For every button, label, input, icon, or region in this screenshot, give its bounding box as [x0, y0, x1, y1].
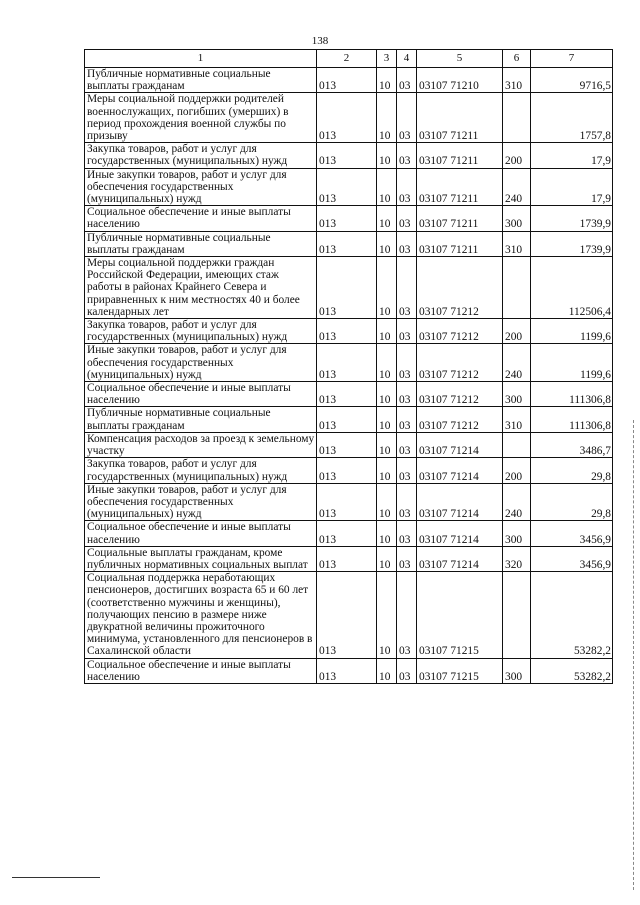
- table-row: [85, 344, 613, 382]
- row-col-4: 03: [397, 572, 417, 658]
- table-row: [85, 93, 613, 143]
- table-row: [85, 382, 613, 407]
- row-col-7: 17,9: [531, 143, 613, 168]
- row-col-4: 03: [397, 68, 417, 93]
- row-col-6: 300: [503, 382, 531, 407]
- row-col-3: 10: [377, 143, 397, 168]
- table-row: [85, 458, 613, 483]
- row-col-5: 03107 71212: [417, 382, 503, 407]
- row-col-5: 03107 71215: [417, 658, 503, 683]
- table-row: [85, 483, 613, 521]
- row-col-3: 10: [377, 407, 397, 432]
- row-col-7: 1739,9: [531, 231, 613, 256]
- budget-table: [84, 49, 613, 684]
- row-col-5: 03107 71211: [417, 143, 503, 168]
- row-col-3: 10: [377, 432, 397, 457]
- row-col-5: 03107 71211: [417, 231, 503, 256]
- row-name: Компенсация расходов за проезд к земельному участку: [85, 432, 317, 457]
- row-col-4: 03: [397, 546, 417, 571]
- row-col-2: 013: [317, 407, 377, 432]
- row-col-6: 310: [503, 407, 531, 432]
- table-row: [85, 206, 613, 231]
- row-col-6: 240: [503, 483, 531, 521]
- row-col-2: 013: [317, 93, 377, 143]
- row-col-5: 03107 71214: [417, 546, 503, 571]
- row-col-3: 10: [377, 458, 397, 483]
- row-col-3: 10: [377, 206, 397, 231]
- row-col-2: 013: [317, 458, 377, 483]
- row-col-7: 29,8: [531, 458, 613, 483]
- row-col-5: 03107 71211: [417, 206, 503, 231]
- row-name: Социальное обеспечение и иные выплаты населению: [85, 206, 317, 231]
- row-col-5: 03107 71210: [417, 68, 503, 93]
- row-col-2: 013: [317, 231, 377, 256]
- row-col-6: 200: [503, 319, 531, 344]
- table-row: [85, 143, 613, 168]
- row-col-2: 013: [317, 168, 377, 206]
- row-col-4: 03: [397, 382, 417, 407]
- table-row: [85, 658, 613, 683]
- row-col-7: 1739,9: [531, 206, 613, 231]
- row-col-2: 013: [317, 382, 377, 407]
- row-col-2: 013: [317, 658, 377, 683]
- row-col-4: 03: [397, 344, 417, 382]
- row-col-4: 03: [397, 458, 417, 483]
- table-row: [85, 572, 613, 658]
- header-col-6: 6: [503, 50, 531, 68]
- row-name: Меры социальной поддержки родителей военнослужащих, погибших (умерших) в период прохождения военной службы по призыву: [85, 93, 317, 143]
- row-name: Иные закупки товаров, работ и услуг для обеспечения государственных (муниципальных) нужд: [85, 344, 317, 382]
- row-col-6: 310: [503, 68, 531, 93]
- row-col-5: 03107 71214: [417, 483, 503, 521]
- row-name: Социальная поддержка неработающих пенсионеров, достигших возраста 65 и 60 лет (соответственно мужчины и женщины), получающих пенсию в размере ниже двукратной величины прожиточного минимума, установленного для пенсионеров в Сахалинской области: [85, 572, 317, 658]
- row-col-7: 3486,7: [531, 432, 613, 457]
- row-col-3: 10: [377, 344, 397, 382]
- header-col-5: 5: [417, 50, 503, 68]
- row-col-6: [503, 93, 531, 143]
- row-col-5: 03107 71214: [417, 432, 503, 457]
- row-col-2: 013: [317, 546, 377, 571]
- row-col-6: 200: [503, 458, 531, 483]
- row-col-7: 3456,9: [531, 521, 613, 546]
- table-row: [85, 168, 613, 206]
- row-col-3: 10: [377, 546, 397, 571]
- row-col-6: 200: [503, 143, 531, 168]
- row-name: Меры социальной поддержки граждан Российской Федерации, имеющих стаж работы в районах Крайнего Севера и приравненных к ним местностях 40 и более календарных лет: [85, 257, 317, 319]
- row-col-2: 013: [317, 206, 377, 231]
- row-col-4: 03: [397, 432, 417, 457]
- table-row: [85, 546, 613, 571]
- row-col-2: 013: [317, 521, 377, 546]
- row-col-3: 10: [377, 572, 397, 658]
- row-col-3: 10: [377, 382, 397, 407]
- header-col-7: 7: [531, 50, 613, 68]
- header-row: [85, 50, 613, 68]
- row-col-4: 03: [397, 658, 417, 683]
- row-col-7: 53282,2: [531, 658, 613, 683]
- row-col-4: 03: [397, 521, 417, 546]
- row-col-2: 013: [317, 68, 377, 93]
- row-name: Социальные выплаты гражданам, кроме публичных нормативных социальных выплат: [85, 546, 317, 571]
- row-col-5: 03107 71212: [417, 407, 503, 432]
- row-col-3: 10: [377, 168, 397, 206]
- row-col-5: 03107 71212: [417, 319, 503, 344]
- table-row: [85, 407, 613, 432]
- row-col-2: 013: [317, 319, 377, 344]
- row-name: Закупка товаров, работ и услуг для государственных (муниципальных) нужд: [85, 319, 317, 344]
- row-col-5: 03107 71212: [417, 257, 503, 319]
- row-col-6: [503, 432, 531, 457]
- row-col-6: [503, 572, 531, 658]
- row-col-4: 03: [397, 93, 417, 143]
- page-number: 138: [311, 35, 329, 47]
- header-col-2: 2: [317, 50, 377, 68]
- row-col-3: 10: [377, 483, 397, 521]
- row-col-2: 013: [317, 432, 377, 457]
- row-name: Иные закупки товаров, работ и услуг для обеспечения государственных (муниципальных) нужд: [85, 168, 317, 206]
- row-col-7: 112506,4: [531, 257, 613, 319]
- table-row: [85, 257, 613, 319]
- row-col-3: 10: [377, 231, 397, 256]
- row-col-5: 03107 71215: [417, 572, 503, 658]
- row-col-3: 10: [377, 319, 397, 344]
- row-name: Публичные нормативные социальные выплаты гражданам: [85, 231, 317, 256]
- row-col-6: 300: [503, 521, 531, 546]
- row-col-7: 111306,8: [531, 382, 613, 407]
- row-col-5: 03107 71214: [417, 458, 503, 483]
- row-col-6: 310: [503, 231, 531, 256]
- row-col-3: 10: [377, 521, 397, 546]
- row-col-6: [503, 257, 531, 319]
- row-col-3: 10: [377, 68, 397, 93]
- table-row: [85, 319, 613, 344]
- row-col-2: 013: [317, 572, 377, 658]
- row-col-4: 03: [397, 407, 417, 432]
- row-col-6: 320: [503, 546, 531, 571]
- row-col-7: 17,9: [531, 168, 613, 206]
- row-col-4: 03: [397, 319, 417, 344]
- row-col-7: 9716,5: [531, 68, 613, 93]
- row-col-2: 013: [317, 344, 377, 382]
- table-row: [85, 432, 613, 457]
- row-col-4: 03: [397, 231, 417, 256]
- row-col-5: 03107 71211: [417, 168, 503, 206]
- row-col-2: 013: [317, 143, 377, 168]
- row-col-7: 1757,8: [531, 93, 613, 143]
- row-name: Социальное обеспечение и иные выплаты населению: [85, 658, 317, 683]
- row-col-5: 03107 71211: [417, 93, 503, 143]
- row-col-6: 300: [503, 658, 531, 683]
- header-col-3: 3: [377, 50, 397, 68]
- row-name: Социальное обеспечение и иные выплаты населению: [85, 382, 317, 407]
- row-col-7: 53282,2: [531, 572, 613, 658]
- row-col-7: 111306,8: [531, 407, 613, 432]
- row-name: Публичные нормативные социальные выплаты гражданам: [85, 68, 317, 93]
- row-col-4: 03: [397, 143, 417, 168]
- row-name: Иные закупки товаров, работ и услуг для обеспечения государственных (муниципальных) нужд: [85, 483, 317, 521]
- row-col-6: 240: [503, 168, 531, 206]
- row-col-4: 03: [397, 257, 417, 319]
- row-col-7: 3456,9: [531, 546, 613, 571]
- row-col-2: 013: [317, 483, 377, 521]
- scan-edge-mark: [633, 420, 636, 890]
- row-col-5: 03107 71212: [417, 344, 503, 382]
- row-name: Закупка товаров, работ и услуг для государственных (муниципальных) нужд: [85, 143, 317, 168]
- row-col-7: 1199,6: [531, 319, 613, 344]
- row-col-3: 10: [377, 93, 397, 143]
- row-col-4: 03: [397, 168, 417, 206]
- row-col-6: 240: [503, 344, 531, 382]
- table-row: [85, 231, 613, 256]
- row-name: Социальное обеспечение и иные выплаты населению: [85, 521, 317, 546]
- table-body: [85, 68, 613, 684]
- bottom-rule: [12, 877, 100, 878]
- table-row: [85, 521, 613, 546]
- row-name: Закупка товаров, работ и услуг для государственных (муниципальных) нужд: [85, 458, 317, 483]
- row-col-4: 03: [397, 206, 417, 231]
- row-col-3: 10: [377, 658, 397, 683]
- row-col-6: 300: [503, 206, 531, 231]
- row-col-7: 29,8: [531, 483, 613, 521]
- row-col-5: 03107 71214: [417, 521, 503, 546]
- row-col-2: 013: [317, 257, 377, 319]
- header-col-4: 4: [397, 50, 417, 68]
- row-col-3: 10: [377, 257, 397, 319]
- row-col-4: 03: [397, 483, 417, 521]
- header-col-1: 1: [85, 50, 317, 68]
- row-col-7: 1199,6: [531, 344, 613, 382]
- table-row: [85, 68, 613, 93]
- row-name: Публичные нормативные социальные выплаты гражданам: [85, 407, 317, 432]
